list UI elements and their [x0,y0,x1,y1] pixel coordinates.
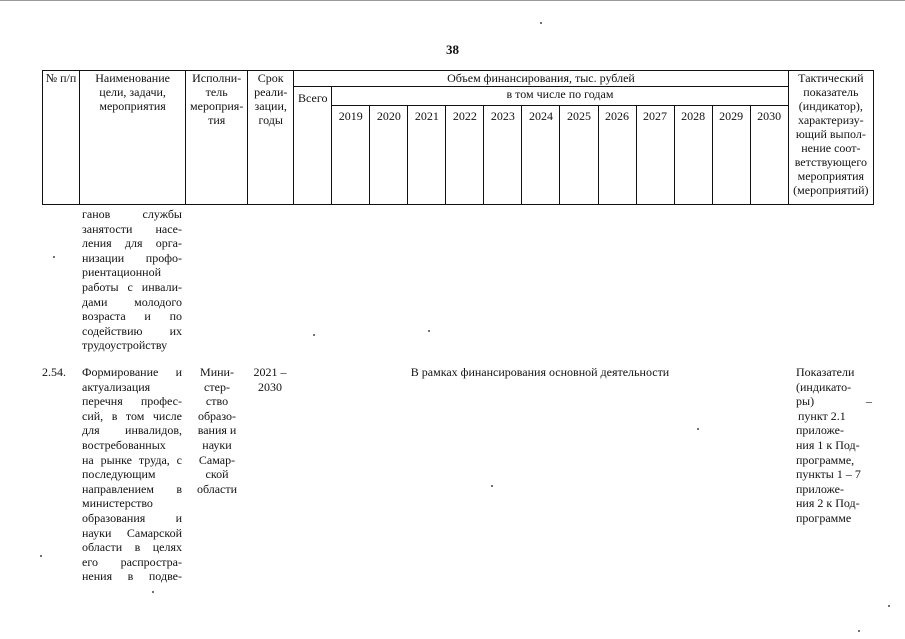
top-border-line [0,0,905,1]
header-by-years: в том числе по годам [332,87,788,106]
text-line: науки [202,437,232,452]
text-line: области [196,481,238,496]
text-line: риентационной [82,265,161,280]
scan-speck [152,591,154,593]
header-year: 2020 [370,106,408,205]
header-year: 2029 [712,106,750,205]
text-line: сий, в том числе [82,408,182,423]
scan-speck [40,555,42,557]
text-line: приложе- [796,423,844,438]
scan-speck [53,256,55,258]
text-line: ры) – [796,394,872,409]
text-line: содействию их [82,323,182,338]
text-line: востребованных [82,437,166,452]
text-line: науки Самарской [82,525,182,540]
header-year: 2024 [522,106,560,205]
scan-speck [428,330,430,332]
header-financing: Объем финансирования, тыс. рублей [294,71,788,87]
row-executor [192,365,242,496]
row-financing: В рамках финансирования основной деятельности [410,365,670,379]
scan-speck [313,334,315,336]
text-line: области в целях [82,540,182,555]
text-line: актуализация [82,379,151,394]
text-line: программе, [796,452,855,467]
header-year: 2025 [560,106,598,205]
text-line: низации профо- [82,250,182,265]
scan-speck [697,428,699,430]
text-line: дами молодого [82,294,182,309]
header-year: 2023 [484,106,522,205]
text-line: перечня профес- [82,394,182,409]
header-year: 2028 [674,106,712,205]
text-line: стер- [204,379,230,394]
text-line: его распростра- [82,554,182,569]
header-year: 2027 [636,106,674,205]
text-line: ния 2 к Под- [796,496,860,511]
text-line: приложе- [796,481,844,496]
header-total: Всего [294,87,332,205]
header-executor: Исполни-тель мероприя-тия [186,71,248,205]
text-line: вания и [197,423,237,438]
page-number: 38 [446,42,459,57]
header-year: 2030 [750,106,788,205]
text-line: последующим [82,467,156,482]
text-line: образо- [197,408,237,423]
header-num: № п/п [43,71,80,205]
text-line: ской [205,467,229,482]
scan-speck [540,22,542,24]
text-line: (индикато- [796,379,852,394]
text-line: пункт 2.1 [798,408,846,423]
header-year: 2022 [446,106,484,205]
header-table [42,70,874,205]
text-line: Показатели [796,365,855,379]
text-line: Формирование и [82,365,182,379]
text-line: для инвалидов, [82,423,182,438]
text-line: ления для орга- [82,236,182,251]
scan-speck [491,485,493,487]
text-line: трудоустройству [82,338,168,353]
text-line: образования и [82,510,182,525]
text-line: на рынке труда, с [82,452,182,467]
row-indicator [796,365,872,526]
text-line: работы с инвали- [82,279,182,294]
header-term: Срок реали-зации, годы [248,71,294,205]
text-line: ния 1 к Под- [796,437,860,452]
text-line: программе [796,510,852,525]
text-line: 2030 [258,379,282,394]
text-line: ганов службы [82,207,182,221]
text-line: ство [205,394,229,409]
scan-speck [888,605,890,607]
text-line: Самар- [198,452,236,467]
continuation-text [82,207,182,353]
text-line: нения в подве- [82,569,182,584]
text-line: занятости насе- [82,221,182,236]
header-year: 2026 [598,106,636,205]
text-line: 2021 – [253,365,287,379]
header-indicator: Тактический показатель (индикатор), характеризу-ющий выпол-нение соот-ветствующего мероприятия (мероприятий) [788,71,873,205]
header-year: 2021 [408,106,446,205]
header-year: 2019 [332,106,370,205]
header-name: Наименование цели, задачи, мероприятия [80,71,186,205]
row-name [82,365,182,584]
text-line: направлением в [82,481,182,496]
text-line: пункты 1 – 7 [796,467,861,482]
text-line: возраста и по [82,309,182,324]
text-line: Мини- [200,365,234,379]
text-line: министерство [82,496,153,511]
row-number: 2.54. [42,365,66,379]
row-term [250,365,290,394]
scan-speck [858,630,860,632]
